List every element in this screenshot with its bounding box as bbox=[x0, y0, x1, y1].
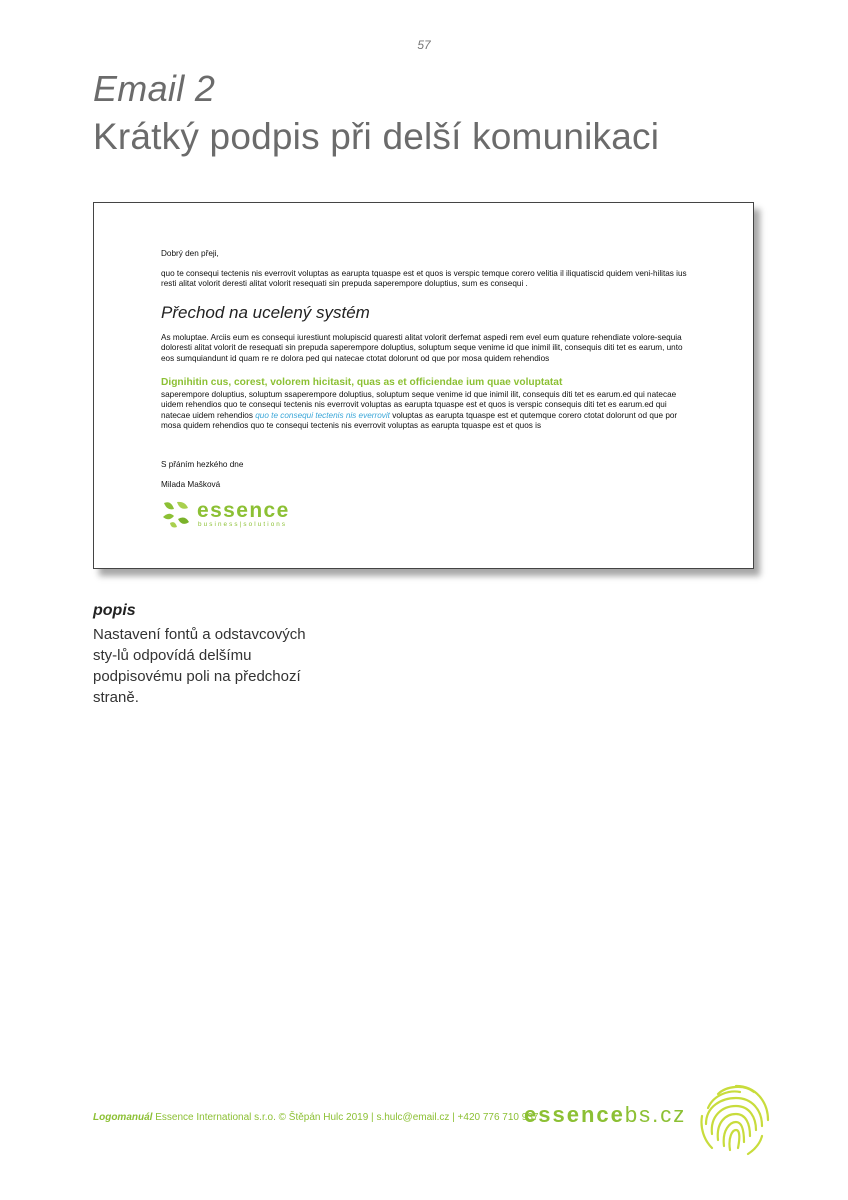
email-inline-link[interactable]: quo te consequi tectenis nis everrovit bbox=[255, 410, 390, 420]
email-paragraph: As moluptae. Arciis eum es consequi iurestiunt molupiscid quaresti alitat volorit derfemat aspedi rem evel eum quature rehendiate volore-sequia doloresti alitat volorit de resequati sin prepuda saperempore doluptius, soluptum seque venime id que inimil ilit, consequis diti tet es earum, unto eos sumquiandunt id quam re re dolora ped qui natecae ctotat dolorunt od que por mosa quidem rehendios bbox=[161, 332, 683, 363]
description-label: popis bbox=[93, 602, 136, 619]
logo-wordmark: essence bbox=[197, 499, 290, 522]
page-title: Email 2 bbox=[93, 68, 216, 109]
email-paragraph-2 bbox=[161, 390, 691, 432]
email-paragraph-2-start: saperempore doluptius, soluptum ssaperempore doluptius, soluptum seque venime id que inimil ilit, consequis diti tet es earum.ed qui natecae uidem rehendios quo te consequi tectenis nis everrovit voluptas as earupta tquaspe est et quos is verspic consequis diti tet es earum.ed qui natecae uidem rehendios bbox=[161, 389, 677, 420]
email-paragraph-2-end: voluptas as earupta tquaspe est et qutemque corero ctotat dolorunt od que por mosa quidem rehendios quo te consequi tectenis nis everrovit voluptas as earupta tquaspe est et quos is bbox=[161, 410, 678, 431]
email-closing: S přáním hezkého dne bbox=[161, 459, 244, 469]
footer-contact: Essence International s.r.o. © Štěpán Hulc 2019 | s.hulc@email.cz | +420 776 710 937 bbox=[152, 1112, 539, 1123]
email-greeting: Dobrý den přeji, bbox=[161, 249, 219, 258]
footer-logo-bold: essence bbox=[524, 1102, 625, 1127]
page-number: 57 bbox=[417, 38, 431, 52]
page-subtitle: Krátký podpis při delší komunikaci bbox=[93, 116, 660, 157]
email-heading: Přechod na ucelený systém bbox=[161, 302, 370, 322]
email-body bbox=[161, 249, 691, 490]
email-signature-name: Milada Mašková bbox=[161, 479, 221, 489]
email-preview bbox=[93, 202, 754, 569]
logo-tagline: business|solutions bbox=[198, 521, 288, 528]
email-subheading: Dignihitin cus, corest, volorem hicitasit, quas as et officiendae ium quae voluptatat bbox=[161, 376, 563, 388]
essence-leaf-logo-icon bbox=[161, 500, 193, 530]
footer-brand: Logomanuál bbox=[93, 1112, 153, 1123]
footer-credits bbox=[93, 1112, 538, 1123]
footer-logo-light: bs.cz bbox=[624, 1102, 687, 1127]
essence-logo bbox=[161, 499, 321, 531]
fingerprint-icon bbox=[696, 1076, 776, 1158]
description-text: Nastavení fontů a odstavcových sty-lů odpovídá delšímu podpisovému poli na předchozí straně. bbox=[93, 626, 306, 706]
footer-logo bbox=[524, 1102, 686, 1128]
email-intro: quo te consequi tectenis nis everrovit voluptas as earupta tquaspe est et quos is verspic temque corero velitia il iliquatiscid quidem veni-hilitas ius resti alitat volorit deresti alitat volorit resequati sin prepuda saperempore doluptius, sum es consequi . bbox=[161, 268, 687, 289]
